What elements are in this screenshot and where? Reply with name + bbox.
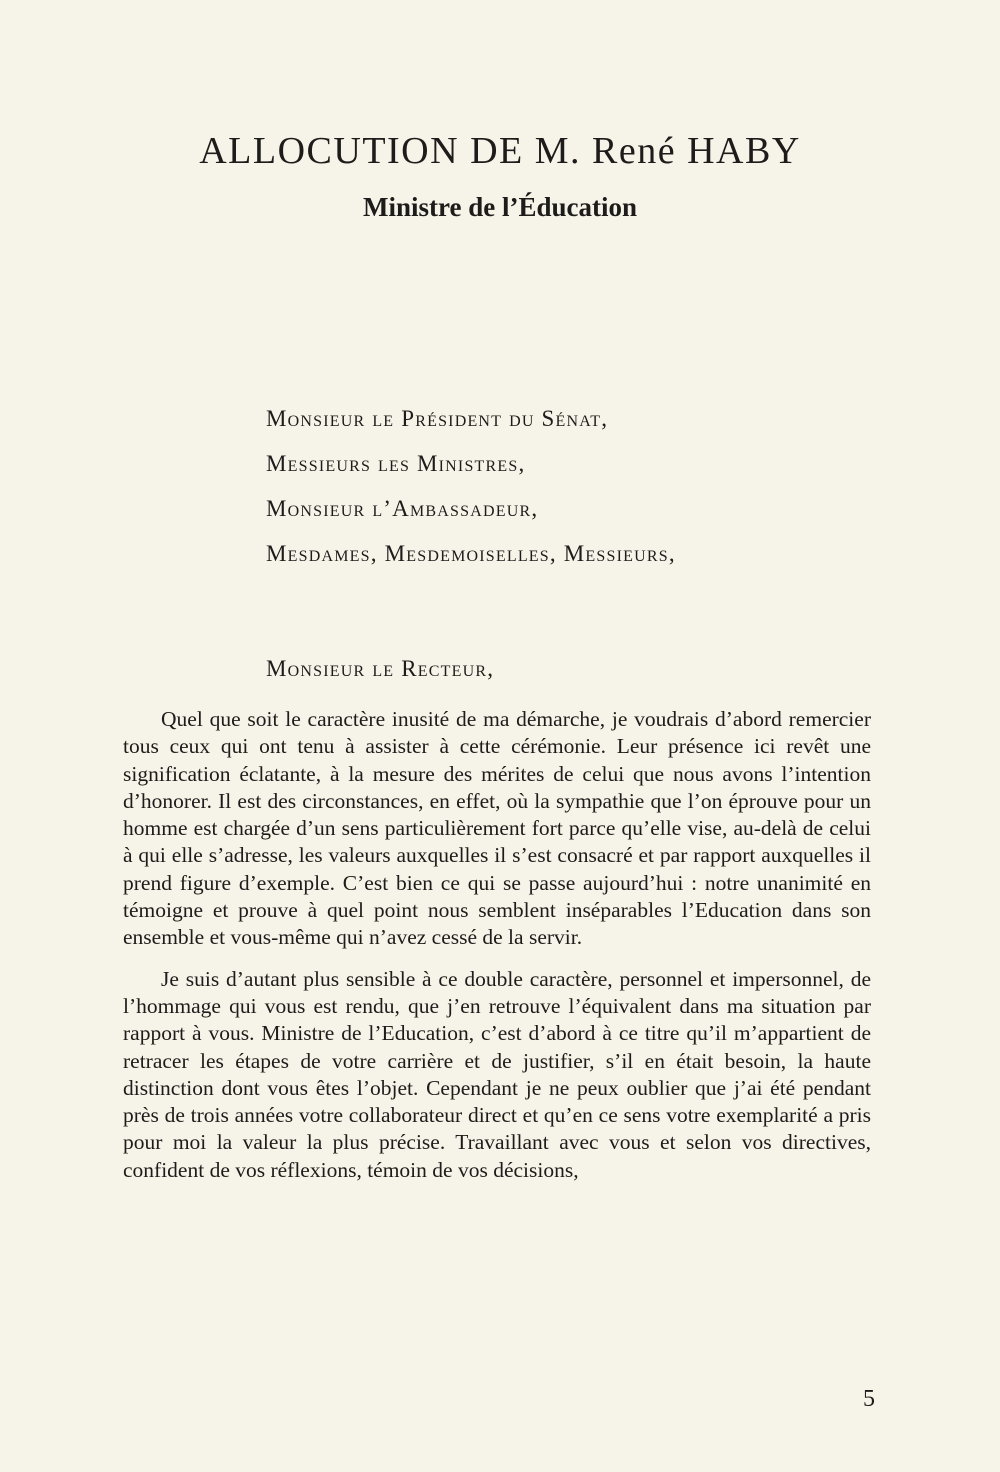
salutation-line: Messieurs les Ministres,	[266, 451, 526, 476]
page-number: 5	[863, 1386, 875, 1412]
body-paragraph: Quel que soit le caractère inusité de ma démarche, je voudrais d’abord remercier tous ceux qui ont tenu à assister à cette cérémonie. Leur présence ici revêt une signification éclatante, à la mesure des mérites de celui que nous avons l’intention d’honorer. Il est des circonstances, en effet, où la sympathie que l’on éprouve pour un homme est chargée d’un sens particulièrement fort parce qu’elle vise, au-delà de celui à qui elle s’adresse, les valeurs auxquelles il s’est consacré et par rapport auxquelles il prend figure d’exemple. C’est bien ce qui se passe aujourd’hui : notre unanimité en témoigne et prouve à quel point nous semblent inséparables l’Education dans son ensemble et vous-même qui n’avez cessé de la servir.	[123, 707, 871, 950]
salutation-line: Mesdames, Mesdemoiselles, Messieurs,	[266, 541, 676, 566]
salutation-list	[266, 402, 676, 582]
body-paragraph: Je suis d’autant plus sensible à ce double caractère, personnel et impersonnel, de l’hommage qui vous est rendu, que j’en retrouve l’équivalent dans ma situation par rapport à vous. Ministre de l’Education, c’est d’abord à ce titre qu’il m’appartient de retracer les étapes de votre carrière et de justifier, s’il en était besoin, la haute distinction dont vous êtes l’objet. Cependant je ne peux oublier que j’ai été pendant près de trois années votre collaborateur direct et qu’en ce sens votre exemplarité a pris pour moi la valeur la plus précise. Travaillant avec vous et selon vos directives, confident de vos réflexions, témoin de vos décisions,	[123, 966, 871, 1182]
salutation-line: Monsieur l’Ambassadeur,	[266, 496, 539, 521]
page-title: ALLOCUTION DE M. René HABY	[199, 130, 801, 172]
body-text	[123, 706, 871, 1184]
recteur-salutation: Monsieur le Recteur,	[266, 656, 495, 681]
page-subtitle: Ministre de l’Éducation	[362, 192, 637, 222]
salutation-line: Monsieur le Président du Sénat,	[266, 406, 609, 431]
